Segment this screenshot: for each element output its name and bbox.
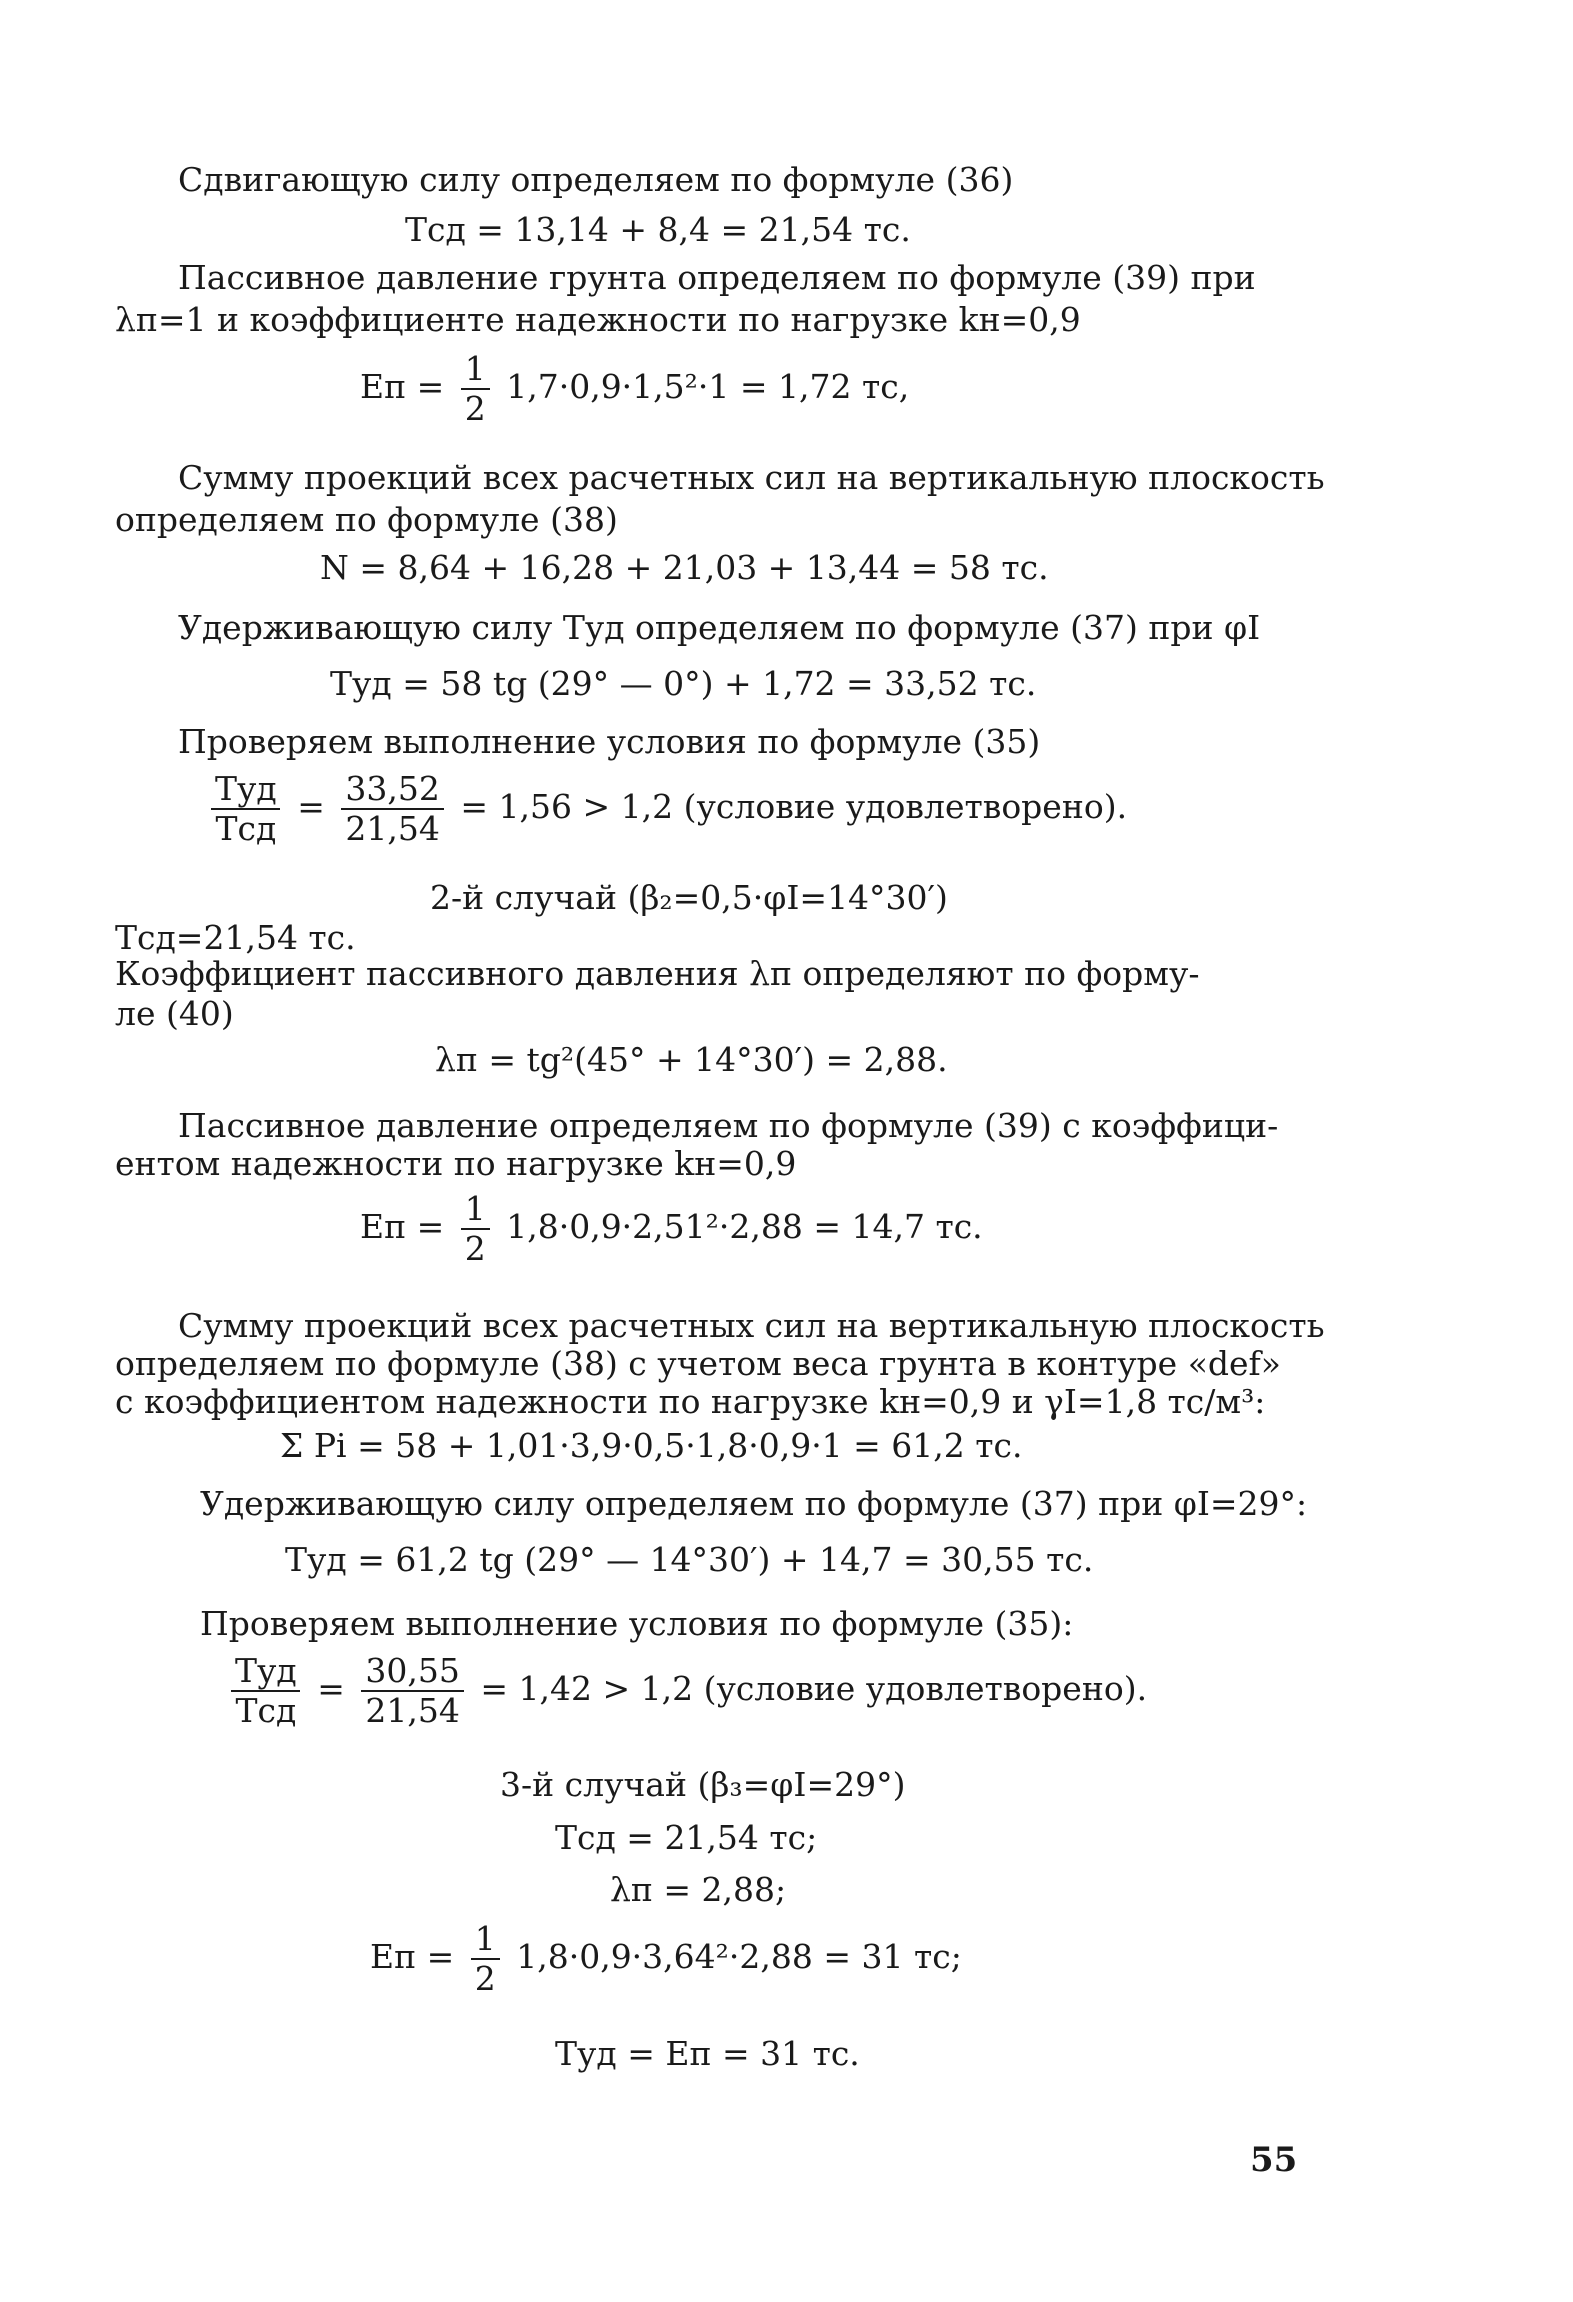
equation-rhs: 1,8·0,9·3,64²·2,88 = 31 тс; bbox=[516, 1937, 962, 1976]
text-line: Сумму проекций всех расчетных сил на вертикальную плоскость bbox=[178, 458, 1325, 497]
equation-check-2 bbox=[225, 1652, 1147, 1730]
fraction-numerator: 1 bbox=[464, 349, 486, 388]
fraction bbox=[341, 770, 443, 848]
equation-lambda-3: λп = 2,88; bbox=[610, 1870, 787, 1909]
text-line: Удерживающую силу Tуд определяем по формуле (37) при φI bbox=[178, 608, 1261, 647]
text-line: Пассивное давление определяем по формуле (39) с коэффици- bbox=[178, 1106, 1279, 1145]
text-line: определяем по формуле (38) с учетом веса грунта в контуре «def» bbox=[115, 1344, 1281, 1383]
fraction bbox=[231, 1652, 301, 1730]
fraction-numerator: 1 bbox=[474, 1919, 496, 1958]
equation-rhs: 1,7·0,9·1,5²·1 = 1,72 тс, bbox=[506, 367, 910, 406]
equation-lhs: Eп = bbox=[360, 1207, 445, 1246]
equation-lambda-1: λп = tg²(45° + 14°30′) = 2,88. bbox=[435, 1040, 948, 1079]
fraction-denominator: 2 bbox=[461, 388, 490, 428]
text-line: Tсд=21,54 тс. bbox=[115, 918, 356, 957]
text-line: Сдвигающую силу определяем по формуле (36) bbox=[178, 160, 1014, 199]
fraction bbox=[461, 1190, 490, 1268]
page-number: 55 bbox=[1250, 2140, 1298, 2180]
equals-sign: = bbox=[317, 1669, 345, 1708]
equation-ep-3 bbox=[370, 1920, 962, 1998]
equals-sign: = bbox=[297, 787, 325, 826]
text-line: Удерживающую силу определяем по формуле (37) при φI=29°: bbox=[200, 1484, 1308, 1523]
equation-tsd: Tсд = 13,14 + 8,4 = 21,54 тс. bbox=[405, 210, 911, 249]
text-line: определяем по формуле (38) bbox=[115, 500, 618, 539]
fraction-numerator: 1 bbox=[464, 1189, 486, 1228]
equation-n: N = 8,64 + 16,28 + 21,03 + 13,44 = 58 тс. bbox=[320, 548, 1049, 587]
fraction-denominator: 2 bbox=[461, 1228, 490, 1268]
text-line: Коэффициент пассивного давления λп определяют по форму- bbox=[115, 954, 1200, 993]
fraction-denominator: 21,54 bbox=[361, 1690, 463, 1730]
equation-tsd-3: Tсд = 21,54 тс; bbox=[555, 1818, 818, 1857]
equation-check-1 bbox=[205, 770, 1127, 848]
equation-ep-1 bbox=[360, 350, 909, 428]
equation-tud-1: Tуд = 58 tg (29° — 0°) + 1,72 = 33,52 тс. bbox=[330, 664, 1037, 703]
fraction bbox=[211, 770, 281, 848]
fraction-numerator: 30,55 bbox=[365, 1651, 460, 1690]
equation-sum-p: Σ Pi = 58 + 1,01·3,9·0,5·1,8·0,9·1 = 61,2 тс. bbox=[280, 1426, 1023, 1465]
fraction bbox=[461, 350, 490, 428]
fraction-denominator: Tсд bbox=[211, 808, 280, 848]
text-line: с коэффициентом надежности по нагрузке kн=0,9 и γI=1,8 тс/м³: bbox=[115, 1382, 1266, 1421]
case-heading-3: 3-й случай (β₃=φI=29°) bbox=[500, 1765, 906, 1804]
text-line: Проверяем выполнение условия по формуле (35) bbox=[178, 722, 1041, 761]
fraction bbox=[361, 1652, 463, 1730]
text-line: ле (40) bbox=[115, 994, 234, 1033]
equation-rhs: = 1,56 > 1,2 (условие удовлетворено). bbox=[460, 787, 1128, 826]
fraction-denominator: 2 bbox=[471, 1958, 500, 1998]
equation-lhs: Eп = bbox=[360, 367, 445, 406]
fraction-denominator: Tсд bbox=[231, 1690, 300, 1730]
fraction-denominator: 21,54 bbox=[341, 808, 443, 848]
equation-lhs: Eп = bbox=[370, 1937, 455, 1976]
equation-ep-2 bbox=[360, 1190, 983, 1268]
fraction-numerator: Tуд bbox=[235, 1651, 297, 1690]
text-line: Пассивное давление грунта определяем по формуле (39) при bbox=[178, 258, 1256, 297]
equation-tud-2: Tуд = 61,2 tg (29° — 14°30′) + 14,7 = 30,55 тс. bbox=[285, 1540, 1094, 1579]
text-line: Проверяем выполнение условия по формуле (35): bbox=[200, 1604, 1074, 1643]
equation-tud-3: Tуд = Eп = 31 тс. bbox=[555, 2034, 860, 2073]
text-line: Сумму проекций всех расчетных сил на вертикальную плоскость bbox=[178, 1306, 1325, 1345]
text-line: λп=1 и коэффициенте надежности по нагрузке kн=0,9 bbox=[115, 300, 1081, 339]
case-heading-2: 2-й случай (β₂=0,5·φI=14°30′) bbox=[430, 878, 948, 917]
fraction-numerator: 33,52 bbox=[345, 769, 440, 808]
fraction bbox=[471, 1920, 500, 1998]
text-line: ентом надежности по нагрузке kн=0,9 bbox=[115, 1144, 797, 1183]
fraction-numerator: Tуд bbox=[215, 769, 277, 808]
equation-rhs: = 1,42 > 1,2 (условие удовлетворено). bbox=[480, 1669, 1148, 1708]
equation-rhs: 1,8·0,9·2,51²·2,88 = 14,7 тс. bbox=[506, 1207, 983, 1246]
